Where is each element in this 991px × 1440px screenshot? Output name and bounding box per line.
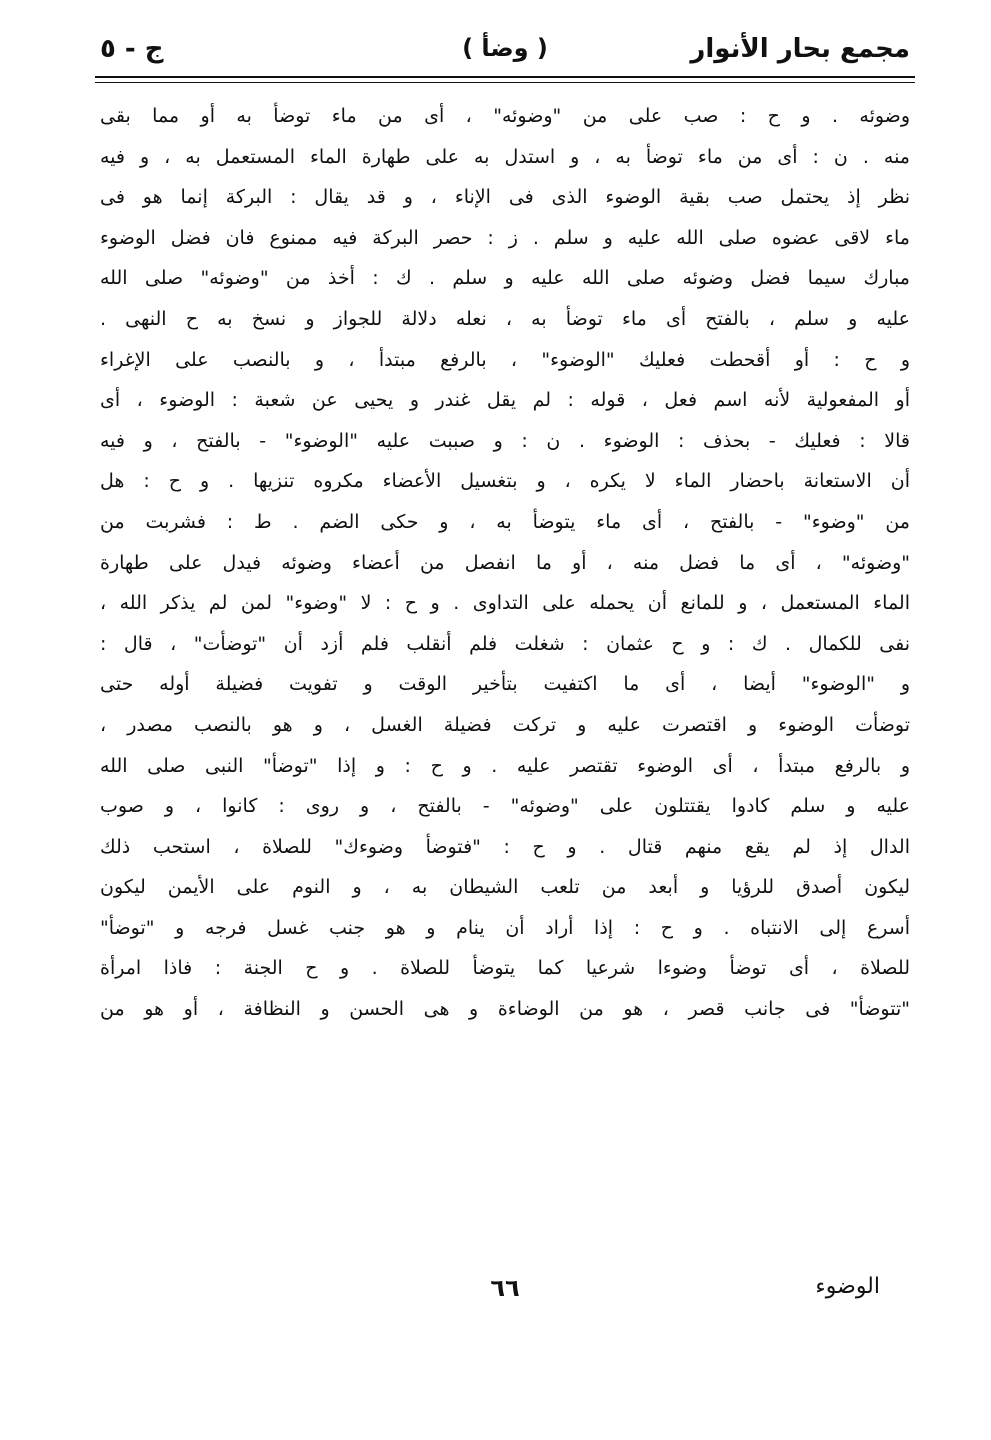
text-line: ماء لاقى عضوه صلى الله عليه و سلم . ز : حصر البركة فيه ممنوع فان فضل الوضوء [100, 226, 910, 249]
page-footer [100, 1270, 910, 1310]
main-text [100, 96, 910, 1030]
text-line: الماء المستعمل ، و للمانع أن يحمله على التداوى . و ح : لا "وضوء" لمن لم يذكر الله ، [100, 592, 910, 615]
text-line: وضوئه . و ح : صب على من "وضوئه" ، أى من ماء توضأ به أو مما بقى [100, 105, 910, 127]
text-line: و ح : أو أقحطت فعليك "الوضوء" ، بالرفع مبتدأ ، و بالنصب على الإغراء [100, 348, 910, 371]
page-number: ٦٦ [490, 1274, 520, 1302]
text-line: و "الوضوء" أيضا ، أى ما اكتفيت بتأخير الوقت و تفويت فضيلة أوله حتى [100, 673, 910, 696]
text-line: أو المفعولية لأنه اسم فعل ، قوله : لم يقل غندر و يحيى عن شعبة : الوضوء ، أى [100, 389, 910, 412]
catchword: الوضوء [815, 1274, 880, 1299]
volume-number: ج - ٥ [100, 34, 164, 64]
text-line: أسرع إلى الانتباه . و ح : إذا أراد أن ينام و هو جنب غسل فرجه و "توضأ" [100, 916, 910, 939]
text-line: عليه و سلم ، بالفتح أى ماء توضأ به ، نعله دلالة للجواز و نسخ به ح النهى . [100, 307, 910, 330]
running-title: مجمع بحار الأنوار [690, 34, 910, 64]
text-line: ليكون أصدق للرؤيا و أبعد من تلعب الشيطان به ، و النوم على الأيمن ليكون [100, 876, 910, 899]
text-line: "تتوضأ" فى جانب قصر ، هو من الوضاءة و هى الحسن و النظافة ، أو هو من [100, 998, 910, 1021]
text-line: مبارك سيما فضل وضوئه صلى الله عليه و سلم . ك : أخذ من "وضوئه" صلى الله [100, 267, 910, 290]
section-heading: ( وضأ ) [462, 34, 548, 62]
header-rule-thin [95, 82, 915, 83]
text-line: توضأت الوضوء و اقتصرت عليه و تركت فضيلة الغسل ، و هو بالنصب مصدر ، [100, 713, 910, 736]
text-line: منه . ن : أى من ماء توضأ به ، و استدل به على طهارة الماء المستعمل به ، و فيه [100, 145, 910, 168]
text-line: عليه و سلم كادوا يقتتلون على "وضوئه" - بالفتح ، و روى : كانوا ، و صوب [100, 795, 910, 818]
text-line: "وضوئه" ، أى ما فضل منه ، أو ما انفصل من أعضاء وضوئه فيدل على طهارة [100, 551, 910, 574]
text-line: الدال إذ لم يقع منهم قتال . و ح : "فتوضأ وضوءك" للصلاة ، استحب ذلك [100, 835, 910, 858]
page-header [100, 28, 910, 72]
text-line: للصلاة ، أى توضأ وضوءا شرعيا كما يتوضأ للصلاة . و ح الجنة : فاذا امرأة [100, 957, 910, 980]
text-line: من "وضوء" - بالفتح ، أى ماء يتوضأ به ، و حكى الضم . ط : فشربت من [100, 510, 910, 533]
text-line: قالا : فعليك - بحذف : الوضوء . ن : و صببت عليه "الوضوء" - بالفتح ، و فيه [100, 429, 910, 452]
header-rule-thick [95, 76, 915, 78]
text-line: نفى للكمال . ك : و ح عثمان : شغلت فلم أنقلب فلم أزد أن "توضأت" ، قال : [100, 632, 910, 655]
text-line: أن الاستعانة باحضار الماء لا يكره ، و بتغسيل الأعضاء مكروه تنزيها . و ح : هل [100, 470, 910, 493]
text-line: نظر إذ يحتمل صب بقية الوضوء الذى فى الإناء ، و قد يقال : البركة إنما هو فى [100, 186, 910, 209]
text-line: و بالرفع مبتدأ ، أى الوضوء تقتصر عليه . و ح : و إذا "توضأ" النبى صلى الله [100, 754, 910, 777]
